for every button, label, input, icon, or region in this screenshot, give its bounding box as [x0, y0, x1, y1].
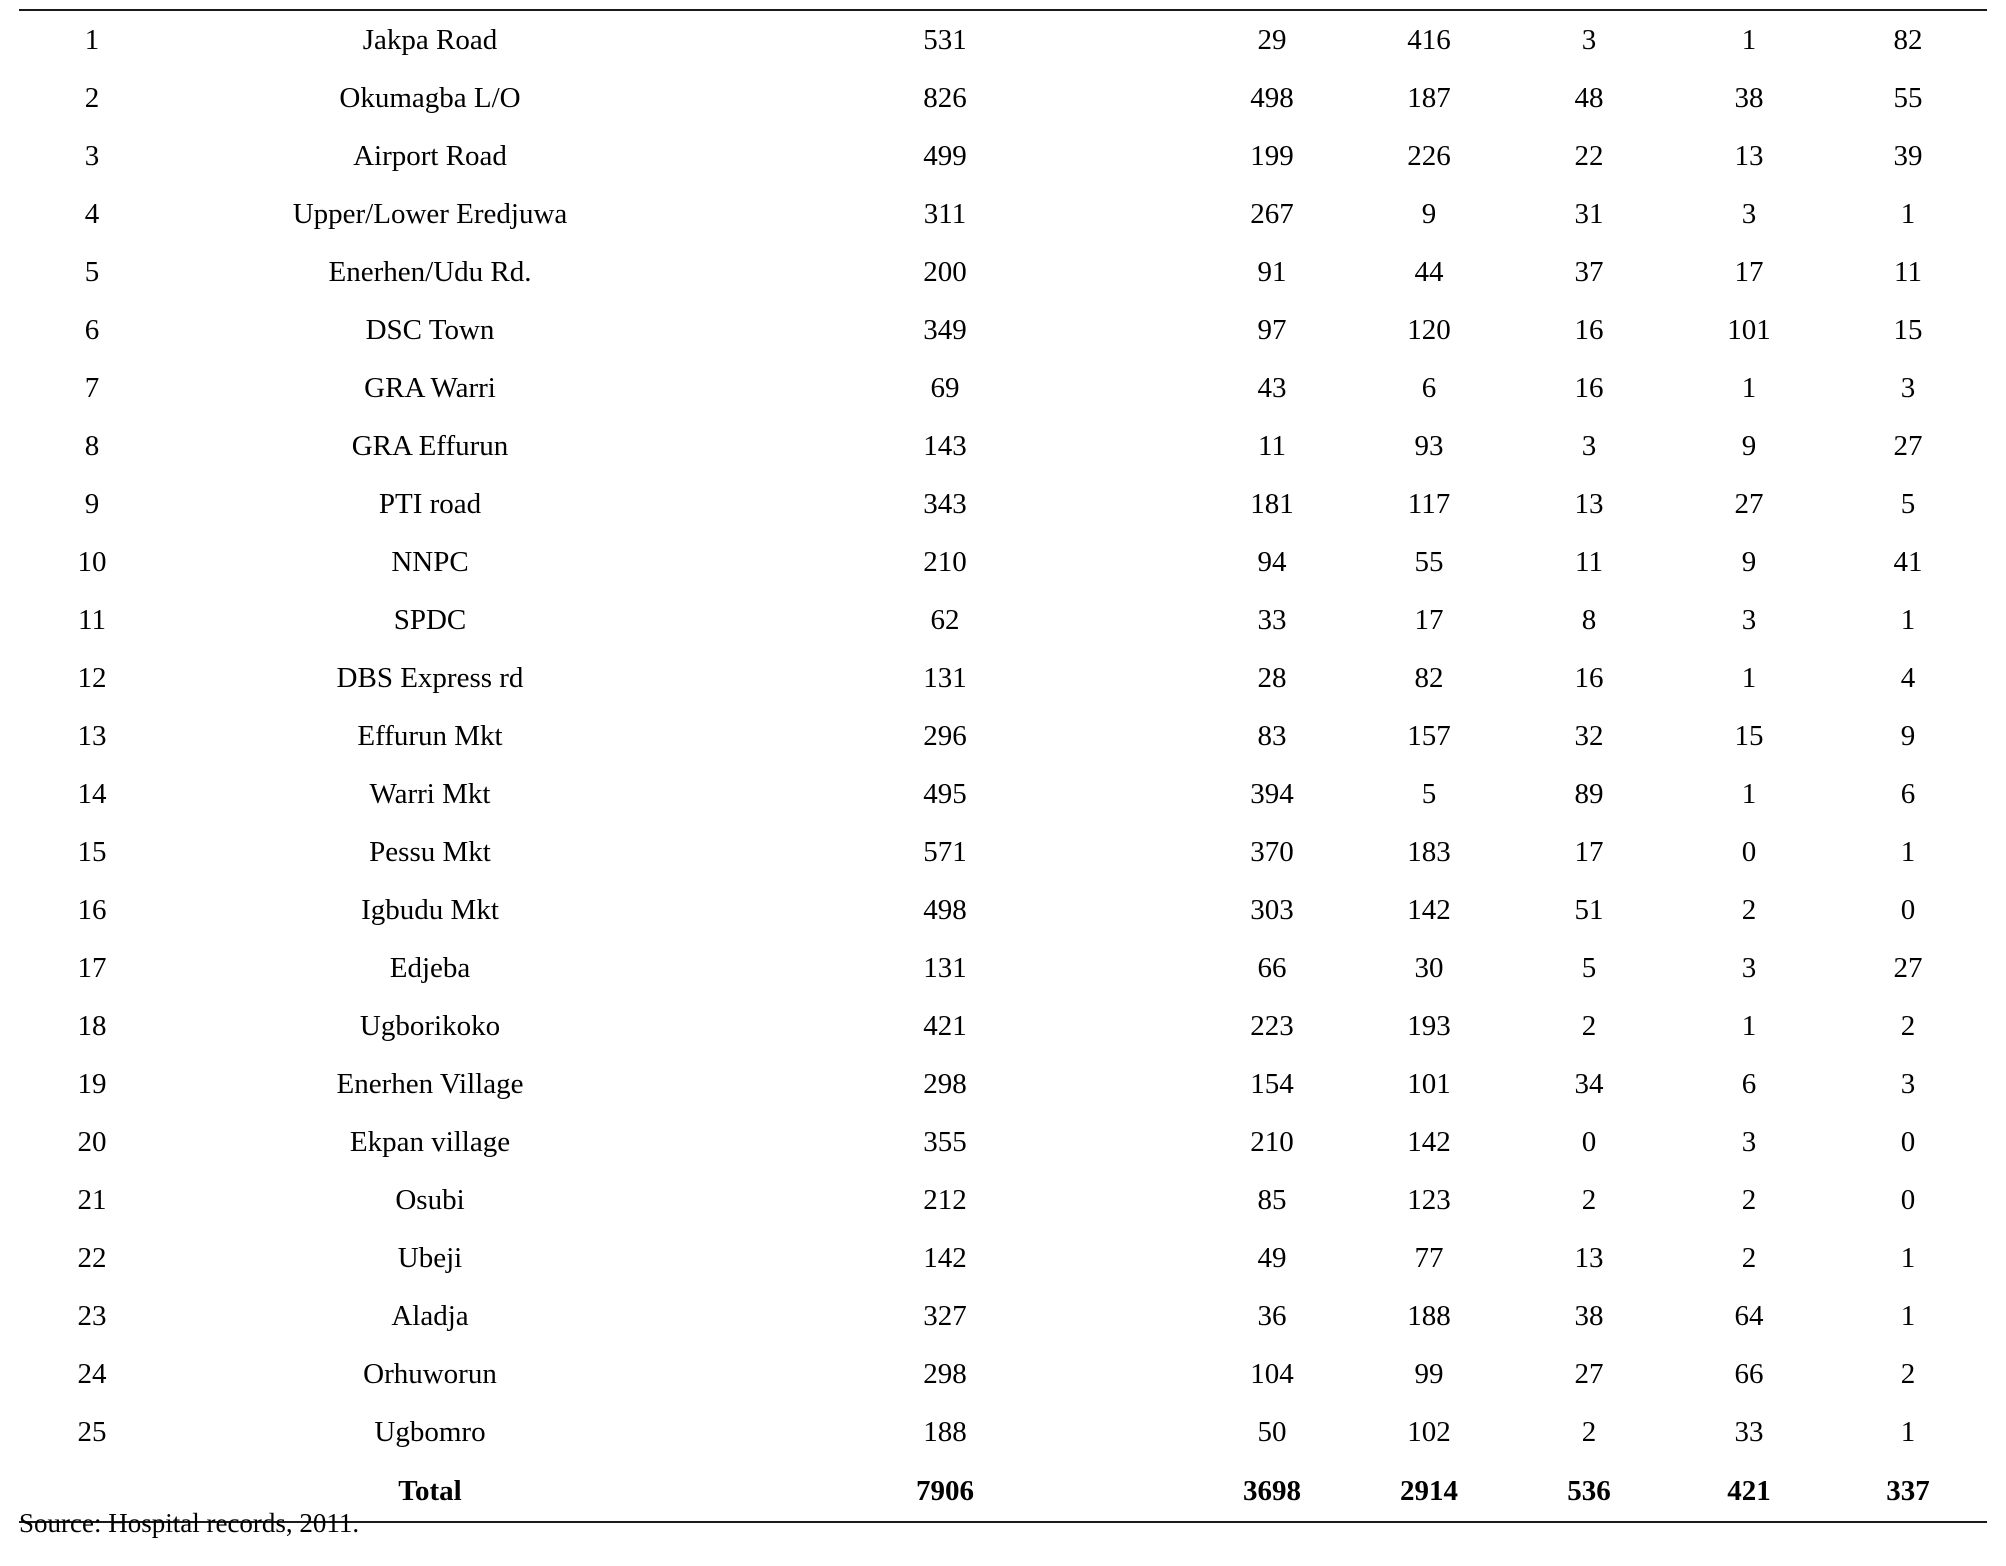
cell-col-7: 66 — [1734, 1357, 1764, 1390]
cell-col-4: 104 — [1250, 1357, 1294, 1390]
cell-row-number: 17 — [77, 951, 107, 984]
table-row — [19, 649, 1987, 707]
table-row — [19, 1345, 1987, 1403]
cell-col-8: 41 — [1893, 545, 1923, 578]
cell-row-number: 15 — [77, 835, 107, 868]
cell-col-6: 16 — [1574, 313, 1604, 346]
cell-col-4: 29 — [1257, 23, 1287, 56]
cell-col-6: 22 — [1574, 139, 1604, 172]
cell-col-5: 193 — [1407, 1009, 1451, 1042]
cell-col-7: 1 — [1741, 1009, 1757, 1042]
cell-row-number: 22 — [77, 1241, 107, 1274]
cell-col-6: 2 — [1581, 1009, 1597, 1042]
cell-col-4: 43 — [1257, 371, 1287, 404]
cell-col-7: 2 — [1741, 893, 1757, 926]
cell-row-number: 12 — [77, 661, 107, 694]
cell-col-8: 1 — [1900, 1415, 1916, 1448]
table-row — [19, 185, 1987, 243]
table-body — [19, 11, 1987, 1521]
cell-col-7: 33 — [1734, 1415, 1764, 1448]
cell-col-6: 11 — [1575, 545, 1603, 578]
cell-row-number: 3 — [84, 139, 100, 172]
cell-total-cases: 210 — [923, 545, 967, 578]
cell-col-5: 123 — [1407, 1183, 1451, 1216]
cell-col-8: 39 — [1893, 139, 1923, 172]
cell-col-7: 0 — [1741, 835, 1757, 868]
cell-col-6: 3 — [1581, 23, 1597, 56]
cell-col-7: 1 — [1741, 777, 1757, 810]
cell-col-7: 9 — [1741, 545, 1757, 578]
cell-col-6: 31 — [1574, 197, 1604, 230]
table-row — [19, 1171, 1987, 1229]
cell-col-5: 102 — [1407, 1415, 1451, 1448]
cell-col-5: 55 — [1414, 545, 1444, 578]
table-row — [19, 823, 1987, 881]
cell-col-4: 36 — [1257, 1299, 1287, 1332]
cell-col-8: 15 — [1893, 313, 1923, 346]
cell-col-4: 97 — [1257, 313, 1287, 346]
cell-col-6: 37 — [1574, 255, 1604, 288]
cell-total-cases: 69 — [930, 371, 960, 404]
cell-col-4: 154 — [1250, 1067, 1294, 1100]
table-row — [19, 127, 1987, 185]
cell-col-4: 66 — [1257, 951, 1287, 984]
cell-location: Effurun Mkt — [357, 719, 503, 752]
cell-row-number: 21 — [77, 1183, 107, 1216]
cell-col-4: 85 — [1257, 1183, 1287, 1216]
cell-col-4: 199 — [1250, 139, 1294, 172]
cell-row-number: 24 — [77, 1357, 107, 1390]
cell-col-4: 267 — [1250, 197, 1294, 230]
cell-col-5: 9 — [1421, 197, 1437, 230]
cell-total-cases: 212 — [923, 1183, 967, 1216]
table-row — [19, 1055, 1987, 1113]
cell-total-cases: 327 — [923, 1299, 967, 1332]
cell-col-8: 27 — [1893, 429, 1923, 462]
cell-col-6: 38 — [1574, 1299, 1604, 1332]
cell-location: Upper/Lower Eredjuwa — [292, 197, 568, 230]
table-row — [19, 359, 1987, 417]
cell-col-7: 6 — [1741, 1067, 1757, 1100]
cell-location: Pessu Mkt — [369, 835, 491, 868]
cell-col-6: 27 — [1574, 1357, 1604, 1390]
cell-location: DBS Express rd — [336, 661, 524, 694]
cell-col-8: 4 — [1900, 661, 1916, 694]
cell-col-7: 9 — [1741, 429, 1757, 462]
cell-total-cases: 311 — [923, 197, 967, 230]
cell-col-6: 51 — [1574, 893, 1604, 926]
cell-total-cases: 143 — [923, 429, 967, 462]
table-row — [19, 881, 1987, 939]
cell-row-number: 7 — [84, 371, 100, 404]
cell-total-cases: 531 — [923, 23, 967, 56]
cell-col-6: 3 — [1581, 429, 1597, 462]
cell-location: Airport Road — [353, 139, 507, 172]
cell-col-5: 187 — [1407, 81, 1451, 114]
cell-col-8: 3 — [1900, 1067, 1916, 1100]
cell-col-5: 82 — [1414, 661, 1444, 694]
cell-col-5: 142 — [1407, 1125, 1451, 1158]
cell-col-4: 33 — [1257, 603, 1287, 636]
cell-col-6: 13 — [1574, 487, 1604, 520]
cell-location: DSC Town — [365, 313, 495, 346]
cell-col-8: 1 — [1900, 1241, 1916, 1274]
cell-total-cases: 355 — [923, 1125, 967, 1158]
cell-row-number: 1 — [84, 23, 100, 56]
cell-col-4: 11 — [1258, 429, 1286, 462]
cell-col-6: 16 — [1574, 371, 1604, 404]
cell-col-5: 77 — [1414, 1241, 1444, 1274]
cell-col-4: 94 — [1257, 545, 1287, 578]
cell-location: Osubi — [395, 1183, 465, 1216]
cell-col-5: 17 — [1414, 603, 1444, 636]
cell-location: Enerhen Village — [336, 1067, 524, 1100]
cell-col-5: 101 — [1407, 1067, 1451, 1100]
cell-col-7: 3 — [1741, 603, 1757, 636]
cell-col-5: 188 — [1407, 1299, 1451, 1332]
table-row — [19, 1403, 1987, 1461]
cell-row-number: 19 — [77, 1067, 107, 1100]
cell-col-5: 99 — [1414, 1357, 1444, 1390]
cell-total-cases: 343 — [923, 487, 967, 520]
cell-location: NNPC — [391, 545, 469, 578]
cell-total-cases: 571 — [923, 835, 967, 868]
table-row — [19, 1287, 1987, 1345]
cell-col-7: 2 — [1741, 1183, 1757, 1216]
cell-col-7: 27 — [1734, 487, 1764, 520]
cell-col-5: 142 — [1407, 893, 1451, 926]
cell-total-cases: 495 — [923, 777, 967, 810]
cell-total-cases: 298 — [923, 1067, 967, 1100]
cell-col-4: 49 — [1257, 1241, 1287, 1274]
cell-location: Ubeji — [397, 1241, 463, 1274]
cell-col-7: 2 — [1741, 1241, 1757, 1274]
total-value: 421 — [1727, 1474, 1771, 1507]
cell-row-number: 11 — [78, 603, 106, 636]
table-row — [19, 533, 1987, 591]
total-value: 2914 — [1400, 1474, 1458, 1507]
cell-location: Ekpan village — [349, 1125, 511, 1158]
cell-total-cases: 131 — [923, 661, 967, 694]
cell-location: GRA Warri — [364, 371, 496, 404]
cell-col-4: 28 — [1257, 661, 1287, 694]
cell-col-5: 5 — [1421, 777, 1437, 810]
cell-location: PTI road — [378, 487, 482, 520]
cell-col-4: 83 — [1257, 719, 1287, 752]
cell-col-4: 394 — [1250, 777, 1294, 810]
table-row — [19, 939, 1987, 997]
cell-col-4: 303 — [1250, 893, 1294, 926]
cell-total-cases: 131 — [923, 951, 967, 984]
cell-col-4: 498 — [1250, 81, 1294, 114]
cell-col-8: 1 — [1900, 197, 1916, 230]
cell-col-6: 2 — [1581, 1415, 1597, 1448]
cell-location: Ugborikoko — [359, 1009, 501, 1042]
total-value: 3698 — [1243, 1474, 1301, 1507]
table-row — [19, 417, 1987, 475]
cell-row-number: 5 — [84, 255, 100, 288]
cell-col-7: 3 — [1741, 951, 1757, 984]
table-row — [19, 11, 1987, 69]
cell-col-7: 1 — [1741, 371, 1757, 404]
cell-col-7: 1 — [1741, 661, 1757, 694]
data-table-container — [19, 9, 1987, 1523]
total-label: Total — [398, 1474, 462, 1507]
cell-col-5: 120 — [1407, 313, 1451, 346]
cell-col-4: 223 — [1250, 1009, 1294, 1042]
cell-row-number: 2 — [84, 81, 100, 114]
cell-row-number: 4 — [84, 197, 100, 230]
cell-row-number: 18 — [77, 1009, 107, 1042]
cell-row-number: 23 — [77, 1299, 107, 1332]
cell-col-6: 32 — [1574, 719, 1604, 752]
cell-col-8: 55 — [1893, 81, 1923, 114]
table-row — [19, 475, 1987, 533]
cell-col-7: 13 — [1734, 139, 1764, 172]
cell-location: Jakpa Road — [362, 23, 498, 56]
cell-col-8: 27 — [1893, 951, 1923, 984]
cell-col-7: 17 — [1734, 255, 1764, 288]
cell-col-4: 210 — [1250, 1125, 1294, 1158]
cell-col-7: 3 — [1741, 197, 1757, 230]
cell-col-6: 0 — [1581, 1125, 1597, 1158]
total-value: 7906 — [916, 1474, 974, 1507]
cell-row-number: 14 — [77, 777, 107, 810]
table-row — [19, 997, 1987, 1055]
cell-location: Aladja — [391, 1299, 469, 1332]
cell-col-6: 13 — [1574, 1241, 1604, 1274]
cell-col-5: 416 — [1407, 23, 1451, 56]
cell-col-8: 1 — [1900, 835, 1916, 868]
cell-col-4: 370 — [1250, 835, 1294, 868]
table-row — [19, 301, 1987, 359]
cell-col-7: 101 — [1727, 313, 1771, 346]
cell-col-6: 16 — [1574, 661, 1604, 694]
cell-col-6: 48 — [1574, 81, 1604, 114]
cell-location: Edjeba — [389, 951, 471, 984]
cell-col-8: 1 — [1900, 603, 1916, 636]
cell-total-cases: 498 — [923, 893, 967, 926]
cell-row-number: 16 — [77, 893, 107, 926]
cell-total-cases: 298 — [923, 1357, 967, 1390]
cell-col-7: 38 — [1734, 81, 1764, 114]
cell-col-6: 34 — [1574, 1067, 1604, 1100]
cell-col-5: 93 — [1414, 429, 1444, 462]
cell-total-cases: 499 — [923, 139, 967, 172]
cell-location: Orhuworun — [363, 1357, 497, 1390]
table-row — [19, 591, 1987, 649]
cell-total-cases: 296 — [923, 719, 967, 752]
table-row — [19, 765, 1987, 823]
cell-col-7: 15 — [1734, 719, 1764, 752]
cell-row-number: 13 — [77, 719, 107, 752]
cell-location: Enerhen/Udu Rd. — [328, 255, 532, 288]
cell-col-5: 117 — [1407, 487, 1451, 520]
cell-col-6: 5 — [1581, 951, 1597, 984]
cell-location: Ugbomro — [374, 1415, 486, 1448]
cell-col-6: 2 — [1581, 1183, 1597, 1216]
total-value: 536 — [1567, 1474, 1611, 1507]
cell-col-5: 157 — [1407, 719, 1451, 752]
source-note: Source: Hospital records, 2011. — [19, 1508, 360, 1538]
cell-col-5: 30 — [1414, 951, 1444, 984]
cell-col-7: 64 — [1734, 1299, 1764, 1332]
cell-col-5: 226 — [1407, 139, 1451, 172]
cell-col-8: 2 — [1900, 1009, 1916, 1042]
cell-col-5: 6 — [1421, 371, 1437, 404]
cell-row-number: 8 — [84, 429, 100, 462]
cell-col-8: 5 — [1900, 487, 1916, 520]
cell-location: Warri Mkt — [369, 777, 491, 810]
cell-row-number: 6 — [84, 313, 100, 346]
cell-location: SPDC — [393, 603, 467, 636]
cell-col-7: 3 — [1741, 1125, 1757, 1158]
cell-col-8: 9 — [1900, 719, 1916, 752]
table-row — [19, 69, 1987, 127]
table-row — [19, 1229, 1987, 1287]
cell-col-4: 91 — [1257, 255, 1287, 288]
total-value: 337 — [1886, 1474, 1930, 1507]
cell-row-number: 25 — [77, 1415, 107, 1448]
table-row — [19, 243, 1987, 301]
cell-col-8: 0 — [1900, 1183, 1916, 1216]
table-row — [19, 707, 1987, 765]
cell-col-8: 0 — [1900, 1125, 1916, 1158]
cell-row-number: 10 — [77, 545, 107, 578]
cell-row-number: 20 — [77, 1125, 107, 1158]
cell-col-8: 1 — [1900, 1299, 1916, 1332]
cell-col-8: 2 — [1900, 1357, 1916, 1390]
cell-col-6: 8 — [1581, 603, 1597, 636]
cell-location: Igbudu Mkt — [361, 893, 499, 926]
cell-total-cases: 826 — [923, 81, 967, 114]
cell-col-8: 3 — [1900, 371, 1916, 404]
cell-col-8: 6 — [1900, 777, 1916, 810]
cell-col-8: 82 — [1893, 23, 1923, 56]
cell-col-6: 17 — [1574, 835, 1604, 868]
cell-total-cases: 349 — [923, 313, 967, 346]
cell-col-8: 0 — [1900, 893, 1916, 926]
table-row — [19, 1113, 1987, 1171]
cell-total-cases: 188 — [923, 1415, 967, 1448]
data-table — [19, 11, 1987, 1521]
cell-total-cases: 200 — [923, 255, 967, 288]
cell-location: GRA Effurun — [351, 429, 509, 462]
cell-col-5: 183 — [1407, 835, 1451, 868]
cell-row-number: 9 — [84, 487, 100, 520]
cell-col-7: 1 — [1741, 23, 1757, 56]
cell-total-cases: 62 — [930, 603, 960, 636]
cell-location: Okumagba L/O — [339, 81, 521, 114]
cell-col-4: 50 — [1257, 1415, 1287, 1448]
cell-col-6: 89 — [1574, 777, 1604, 810]
cell-col-8: 11 — [1894, 255, 1922, 288]
cell-col-5: 44 — [1414, 255, 1444, 288]
cell-total-cases: 142 — [923, 1241, 967, 1274]
cell-col-4: 181 — [1250, 487, 1294, 520]
cell-total-cases: 421 — [923, 1009, 967, 1042]
